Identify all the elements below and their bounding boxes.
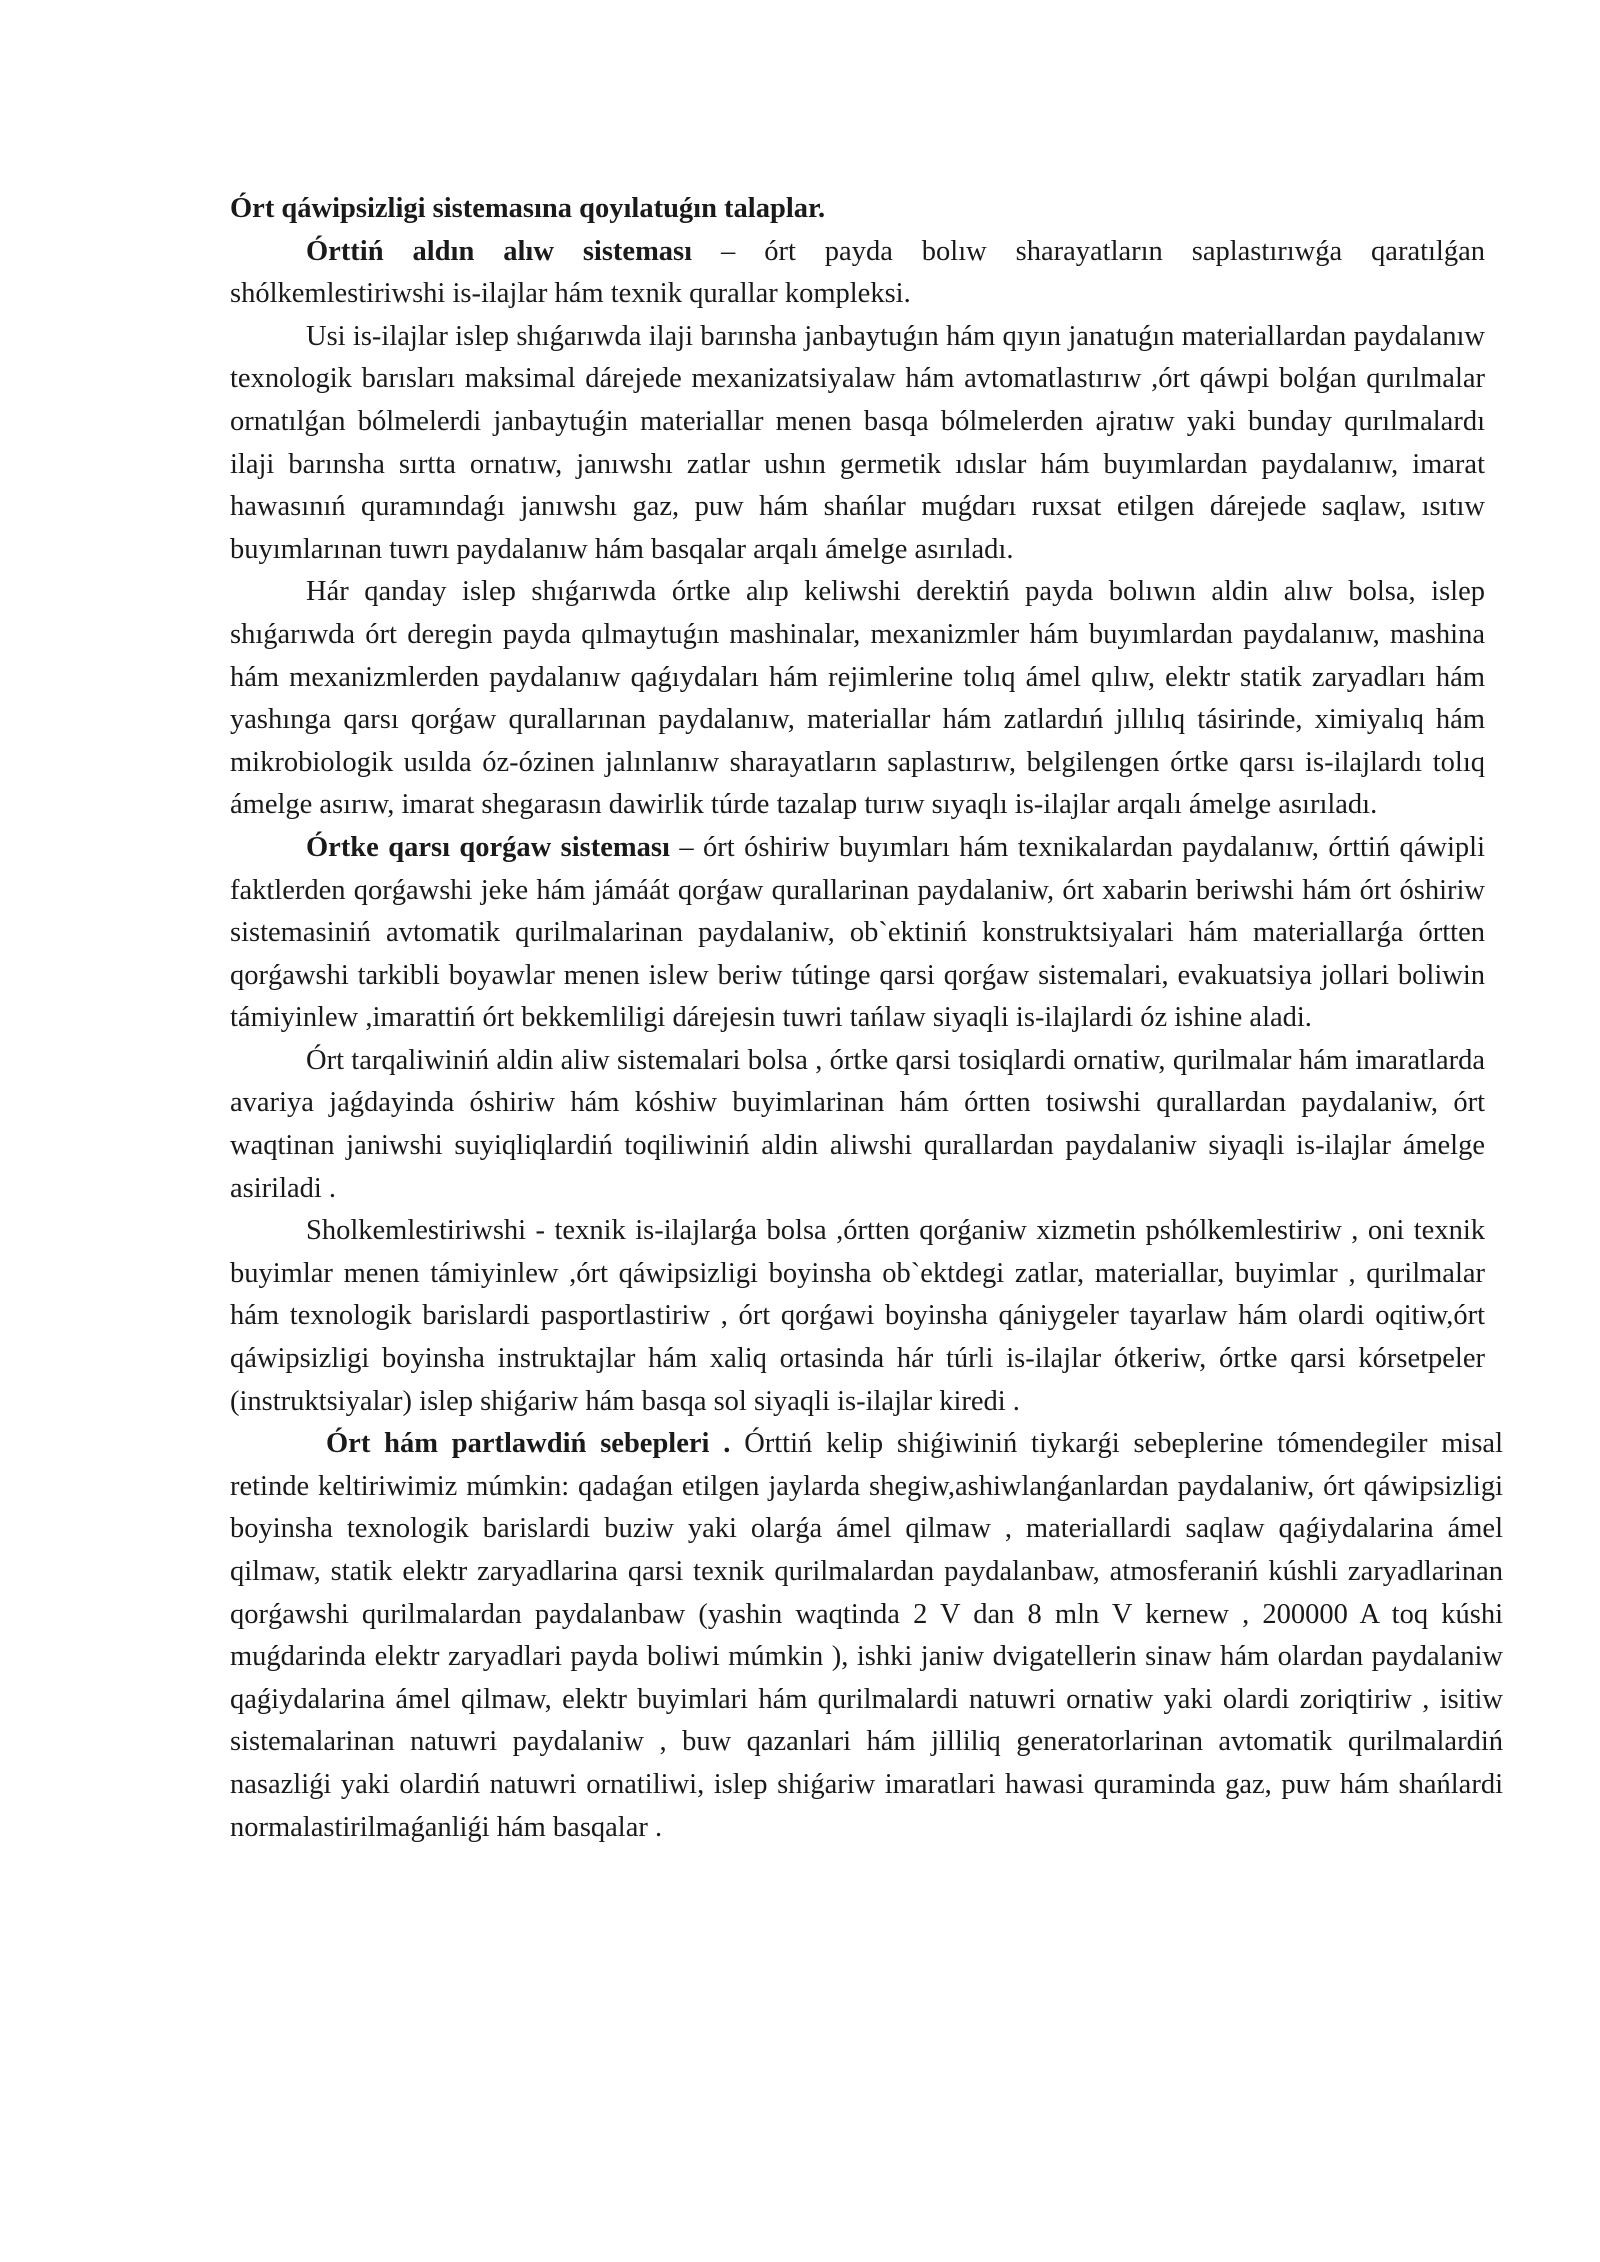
paragraph-text: – órt óshiriw buyımları hám texnikalardan paydalanıw, órttiń qáwipli faktlerden qorǵawshi jeke hám jámáát qorǵaw qurallarinan paydalaniw, órt xabarin beriwshi hám órt óshiriw sistemasiniń avtomatik qurilmalarinan paydalaniw, ob`ektiniń konstruktsiyalari hám materiallarǵa órtten qorǵawshi tarkibli boyawlar menen islew beriw tútinge qarsi qorǵaw sistemalari, evakuatsiya jollari boliwin támiyinlew ,imarattiń órt bekkemliligi dárejesin tuwri tańlaw siyaqli is-ilajlardi óz ishine aladi.: [230, 831, 1485, 1034]
paragraph-organizational-measures: [230, 1210, 1485, 1423]
paragraph-text: Órttiń kelip shiǵiwiniń tiykarǵi sebeplerine tómendegiler misal retinde keltiriwimiz múmkin: qadaǵan etilgen jaylarda shegiw,ashiwlanǵanlardan paydalaniw, órt qáwipsizligi boyinsha texnologik barislardi buziw yaki olarǵa ámel qilmaw , materiallardi saqlaw qaǵiydalarina ámel qilmaw, statik elektr zaryadlarina qarsi texnik qurilmalardan paydalanbaw, atmosferaniń kúshli zaryadlarinan qorǵawshi qurilmalardan paydalanbaw (yashin waqtinda 2 V dan 8 mln V kernew , 200000 A toq kúshi muǵdarinda elektr zaryadlari payda boliwi múmkin ), ishki janiw dvigatellerin sinaw hám olardan paydalaniw qaǵiydalarina ámel qilmaw, elektr buyimlari hám qurilmalardi natuwri ornatiw yaki olardi zoriqtiriw , isitiw sistemalarinan natuwri paydalaniw , buw qazanlari hám jilliliq generatorlarinan avtomatik qurilmalardiń nasazliǵi yaki olardiń natuwri ornatiliwi, islep shiǵariw imaratlari hawasi quraminda gaz, puw hám shańlardi normalastirilmaǵanliǵi hám basqalar .: [230, 1428, 1503, 1843]
paragraph-source-prevention: [230, 571, 1485, 827]
paragraph-lead: Órttiń aldın alıw sisteması: [306, 235, 693, 267]
document-page: [230, 188, 1503, 1849]
paragraph-lead: Órtke qarsı qorǵaw sisteması: [306, 831, 670, 863]
paragraph-text: Hár qanday islep shıǵarıwda órtke alıp keliwshi derektiń payda bolıwın aldin alıw bolsa, islep shıǵarıwda órt deregin payda qılmaytuǵın mashinalar, mexanizmler hám buyımlardan paydalanıw, mashina hám mexanizmlerden paydalanıw qaǵıydaları hám rejimlerine tolıq ámel qılıw, elektr statik zaryadları hám yashınga qarsı qorǵaw qurallarınan paydalanıw, materiallar hám zatlardıń jıllılıq tásirinde, ximiyalıq hám mikrobiologik usılda óz-ózinen jalınlanıw sharayatların saplastırıw, belgilengen órtke qarsı is-ilajlardı tolıq ámelge asırıw, imarat shegarasın dawirlik túrde tazalap turıw sıyaqlı is-ilajlar arqalı ámelge asırıladı.: [230, 576, 1485, 821]
paragraph-spread-prevention: [230, 1040, 1485, 1210]
paragraph-text: Usi is-ilajlar islep shıǵarıwda ilaji barınsha janbaytuǵın hám qıyın janatuǵın materiallardan paydalanıw texnologik barısları maksimal dárejede mexanizatsiyalaw hám avtomatlastırıw ,órt qáwpi bolǵan qurılmalar ornatılǵan bólmelerdi janbaytuǵin materiallar menen basqa bólmelerden ajratıw yaki bunday qurılmalardı ilaji barınsha sırtta ornatıw, janıwshı zatlar ushın germetik ıdıslar hám buyımlardan paydalanıw, imarat hawasınıń quramındaǵı janıwshı gaz, puw hám shańlar muǵdarı ruxsat etilgen dárejede saqlaw, ısıtıw buyımlarınan tuwrı paydalanıw hám basqalar arqalı ámelge asırıladı.: [230, 320, 1485, 565]
paragraph-fire-causes: [230, 1423, 1503, 1849]
paragraph-fire-prevention-system: [230, 231, 1485, 316]
paragraph-text: Órt tarqaliwiniń aldin aliw sistemalari bolsa , órtke qarsi tosiqlardi ornatiw, qurilmalar hám imaratlarda avariya jaǵdayinda óshiriw hám kóshiw buyimlarinan hám órtten tosiwshi qurallardan paydalaniw, órt waqtinan janiwshi suyiqliqlardiń toqiliwiniń aldin aliwshi qurallardan paydalaniw siyaqli is-ilajlar ámelge asiriladi .: [230, 1044, 1485, 1204]
paragraph-fire-protection-system: [230, 827, 1485, 1040]
paragraph-measures: [230, 316, 1485, 572]
paragraph-text: – órt payda bolıw sharayatların saplastırıwǵa qaratılǵan shólkemlestiriwshi is-ilajlar hám texnik qurallar kompleksi.: [230, 235, 1486, 310]
paragraph-lead: Órt hám partlawdiń sebepleri .: [326, 1428, 731, 1460]
document-title: Órt qáwipsizligi sistemasına qoyılatuǵın talaplar.: [230, 193, 826, 224]
paragraph-text: Sholkemlestiriwshi - texnik is-ilajlarǵa bolsa ,órtten qorǵaniw xizmetin pshólkemlestiriw , oni texnik buyimlar menen támiyinlew ,órt qáwipsizligi boyinsha ob`ektdegi zatlar, materiallar, buyimlar , qurilmalar hám texnologik barislardi pasportlastiriw , órt qorǵawi boyinsha qániygeler tayarlaw hám olardi oqitiw,órt qáwipsizligi boyinsha instruktajlar hám xaliq ortasinda hár túrli is-ilajlar ótkeriw, órtke qarsi kórsetpeler (instruktsiyalar) islep shiǵariw hám basqa sol siyaqli is-ilajlar kiredi .: [230, 1215, 1485, 1417]
